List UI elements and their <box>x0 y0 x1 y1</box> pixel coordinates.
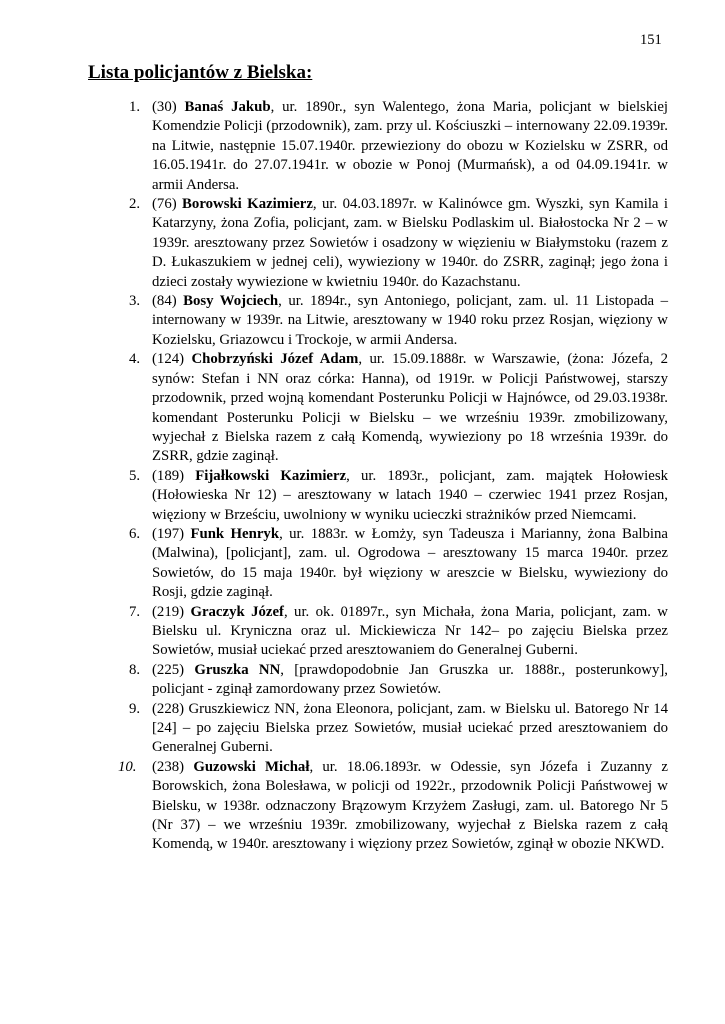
item-number: 9. <box>129 700 141 717</box>
list-item <box>118 525 668 603</box>
item-ref: (225) <box>152 661 195 678</box>
item-text: , ur. 18.06.1893r. w Odessie, syn Józefa i Zuzanny z Borowskich, żona Bolesława, w policji od 1922r., przodownik Policji Państwowej w Bielsku, w 1938r. odznaczony Brązowym Krzyżem Zasługi, zam. ul. Batorego Nr 5 (Nr 37) – we wrześniu 1939r. zmobilizowany, wyjechał z Bielska razem z całą Komendą, w 1940r. aresztowany i więziony przez Sowietów, zginął w obozie NKWD. <box>152 758 669 853</box>
item-number: 2. <box>129 196 141 213</box>
item-text: , ur. 1883r. w Łomży, syn Tadeusza i Marianny, żona Balbina (Malwina), [policjant], zam. ul. Ogrodowa – aresztowany 15 marca 1940r. przez Sowietów, do 15 maja 1940r. był więziony w areszcie w Bielsku, wywieziony do Rosji, gdzie zaginął. <box>152 525 669 601</box>
list-item <box>118 758 668 855</box>
item-text: , ur. 1890r., syn Walentego, żona Maria, policjant w bielskiej Komendzie Policji (przodownik), zam. przy ul. Kościuszki – internowany 22.09.1939r. na Litwie, następnie 15.07.1940r. przewieziony do obozu w Kozielsku w ZSRR, od 16.05.1941r. do 27.07.1941r. w obozie w Ponoj (Murmańsk), a od 04.09.1941r. w armii Andersa. <box>152 99 669 193</box>
item-ref: (219) <box>152 603 191 620</box>
item-name: Chobrzyński Józef Adam <box>191 351 359 368</box>
list-item <box>118 350 668 466</box>
item-number: 4. <box>129 351 141 368</box>
item-text: , ur. 1894r., syn Antoniego, policjant, zam. ul. 11 Listopada – internowany w 1939r. na Litwie, aresztowany w 1940 roku przez Rosjan, więziony w Kozielsku, Griazowcu i Trockoje, w armii Andersa. <box>152 293 668 348</box>
page-title: Lista policjantów z Bielska: <box>88 62 313 83</box>
item-ref: (124) <box>152 351 192 368</box>
item-name: Borowski Kazimierz <box>182 196 313 213</box>
list-item <box>118 98 668 195</box>
item-text: (228) Gruszkiewicz NN, żona Eleonora, policjant, zam. w Bielsku ul. Batorego Nr 14 [24] – po zajęciu Bielska przez Sowietów, musiał uciekać przed aresztowaniem do Generalnej Guberni. <box>152 700 668 756</box>
item-text: , ur. ok. 01897r., syn Michała, żona Maria, policjant, zam. w Bielsku ul. Kryniczna oraz ul. Mickiewicza Nr 142– po zajęciu Bielska przez Sowietów, musiał uciekać przed aresztowaniem do Generalnej Guberni. <box>152 603 668 659</box>
item-ref: (238) <box>152 758 194 775</box>
item-ref: (189) <box>152 467 196 484</box>
item-name: Fijałkowski Kazimierz <box>195 467 347 484</box>
item-ref: (30) <box>152 99 185 115</box>
list-item <box>118 661 668 700</box>
item-text: , ur. 1893r., policjant, zam. majątek Hołowiesk (Hołowieska Nr 12) – aresztowany w latach 1940 – czerwiec 1941 przez Rosjan, więziony w Brześciu, uwolniony w wyniku ucieczki strażników przed Niemcami. <box>152 467 668 523</box>
item-name: Funk Henryk <box>190 525 280 542</box>
item-number: 6. <box>129 525 141 542</box>
item-name: Gruszka NN <box>194 661 281 678</box>
item-text: , ur. 04.03.1897r. w Kalinówce gm. Wyszki, syn Kamila i Katarzyny, żona Zofia, policjant, zam. w Bielsku Podlaskim ul. Białostocka Nr 2 – w 1939r. aresztowany przez Sowietów i osadzony w więzieniu w Białymstoku (razem z D. Łukaszukiem w jednej celi), wywieziony w 1940r. do ZSRR, zaginął; jego żona i dzieci zostały wywiezione w kwietniu 1940r. do Kazachstanu. <box>152 196 668 290</box>
policemen-list <box>118 98 668 855</box>
item-ref: (76) <box>152 196 183 213</box>
item-ref: (84) <box>152 293 184 310</box>
item-number: 1. <box>129 99 141 115</box>
list-item <box>118 195 668 292</box>
item-number: 7. <box>129 603 141 620</box>
item-name: Graczyk Józef <box>190 603 284 620</box>
item-ref: (197) <box>152 525 191 542</box>
item-number: 8. <box>129 661 141 678</box>
list-item <box>118 700 668 758</box>
list-item <box>118 292 668 350</box>
item-text: , ur. 15.09.1888r. w Warszawie, (żona: Józefa, 2 synów: Stefan i NN oraz córka: Hanna), od 1919r. w Policji Państwowej, starszy przodownik, przed wojną komendant Posterunku Policji w Hajnówce, od 29.03.1938r. komendant Posterunku Policji w Bielsku – we wrześniu 1939r. zmobilizowany, wyjechał z Bielska razem z całą Komendą, wywieziony po 18 września 1939r. do ZSRR, gdzie zaginął. <box>152 351 668 465</box>
item-name: Guzowski Michał <box>193 758 310 775</box>
list-item <box>118 603 668 661</box>
list-item <box>118 467 668 525</box>
item-name: Banaś Jakub <box>184 99 271 115</box>
item-number: 3. <box>129 293 141 310</box>
item-text: , [prawdopodobnie Jan Gruszka ur. 1888r., posterunkowy], policjant - zginął zamordowany przez Sowietów. <box>152 661 668 698</box>
page-number: 151 <box>640 32 662 48</box>
item-number: 10. <box>118 758 137 775</box>
item-name: Bosy Wojciech <box>183 293 279 310</box>
item-number: 5. <box>129 467 141 484</box>
